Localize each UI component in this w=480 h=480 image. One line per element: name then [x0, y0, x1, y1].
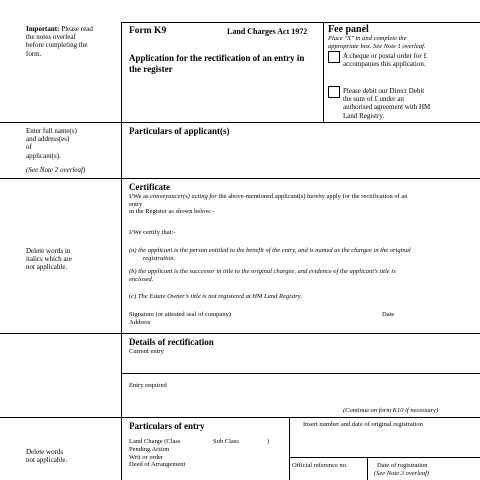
rule-entry-required: [121, 373, 480, 374]
cheque-checkbox[interactable]: [328, 51, 340, 63]
date-label: Date: [382, 311, 395, 318]
important-label: Important:: [26, 25, 60, 33]
act-name: Land Charges Act 1972: [227, 27, 308, 36]
entry-type: Pending Action: [129, 446, 170, 453]
sub-class-label: Sub Class: [213, 438, 239, 445]
delete-line: italics which are: [26, 255, 72, 264]
clause-line: registration.: [143, 254, 176, 262]
fee-panel-divider: [323, 22, 324, 122]
rectification-heading: Details of rectification: [129, 337, 214, 347]
instruction-line: and address(es): [26, 135, 70, 144]
delete-line: not applicable.: [26, 263, 68, 272]
note-line: Place "X" in and complete the: [328, 35, 407, 42]
rule-certificate: [0, 178, 480, 179]
entry-required-label: Entry required: [129, 382, 167, 389]
reg-table-rule: [289, 457, 480, 458]
entry-type: Writ or order: [129, 453, 164, 461]
certificate-intro: [129, 193, 477, 216]
top-rule: [121, 22, 480, 23]
important-line: before completing the: [26, 41, 88, 50]
instruction-line: applicant(s).: [26, 151, 61, 160]
intro-text: the above-mentioned applicant(s) hereby apply for the rectification of an: [216, 193, 408, 200]
debit-line: Please debit our Direct Debit: [343, 87, 425, 95]
applicant-field[interactable]: [128, 139, 476, 175]
applicant-heading: Particulars of applicant(s): [129, 126, 230, 136]
important-text: Please read: [59, 25, 93, 33]
cheque-option: [343, 52, 479, 68]
note-line: appropriate box. See Note 1 overleaf.: [328, 42, 426, 50]
delete-italics-note: [26, 247, 118, 272]
instruction-line: of: [26, 143, 32, 152]
registration-field[interactable]: [291, 431, 478, 455]
debit-line: Land Registry.: [343, 111, 385, 120]
instruction-line: Enter full name(s): [26, 127, 77, 135]
important-line: form.: [26, 49, 42, 58]
intro-text: I/We as: [129, 193, 151, 200]
certify-line: I/We certify that:-: [129, 229, 176, 236]
certificate-heading: Certificate: [129, 182, 170, 192]
applicant-instructions: [26, 127, 118, 160]
entry-required-field[interactable]: [128, 390, 476, 406]
clause-line: enclosed.: [129, 275, 154, 283]
clause-c-text: The Estate Owner’s title is not registered at HM Land Registry.: [137, 293, 302, 300]
official-reference-label: Official reference no.: [292, 462, 348, 469]
title-line: Application for the rectification of an entry in: [129, 53, 305, 63]
entry-type-list: [129, 446, 185, 469]
important-line: the notes overleaf: [26, 33, 76, 42]
fee-panel-title: Fee panel: [328, 24, 369, 35]
insert-registration-note: Insert number and date of original registration: [303, 421, 423, 428]
delete-line: not applicable.: [26, 456, 68, 465]
land-charge-label: Land Charge (Class: [129, 438, 181, 445]
current-entry-field[interactable]: [128, 356, 476, 372]
signature-label: Signature (or attested seal of company): [129, 311, 231, 318]
column-divider: [121, 22, 122, 480]
intro-italic: conveyancer(s) acting for: [150, 193, 217, 200]
applicant-see-note: (See Note 2 overleaf): [26, 166, 86, 174]
delete-line: Delete words: [26, 448, 64, 456]
see-note-3: (See Note 3 overleaf): [374, 470, 430, 477]
cheque-line: A cheque or postal order for £: [343, 52, 427, 60]
rule-particulars: [0, 417, 480, 418]
reg-table-divider: [367, 457, 368, 480]
direct-debit-checkbox[interactable]: [328, 86, 340, 98]
current-entry-label: Current entry: [129, 348, 164, 355]
entry-type: Deed of Arrangement: [129, 461, 186, 469]
close-paren: ): [267, 438, 270, 445]
clause-line: (b) the applicant is the successor in title to the original chargee, and evidence of the applicant’s title is: [129, 268, 396, 275]
form-number: Form K9: [129, 26, 167, 36]
important-note: [26, 25, 118, 58]
debit-line: the sum of £ under an: [343, 95, 404, 104]
rule-applicant: [0, 122, 480, 123]
fee-panel-note: [328, 35, 478, 50]
continue-note: (Continue on form K10 if necessary): [343, 407, 439, 414]
debit-line: authorised agreement with HM: [343, 103, 431, 112]
date-of-registration-label: Date of registration: [377, 462, 428, 469]
particulars-divider: [289, 417, 290, 480]
form-title: [129, 53, 321, 74]
intro-line: entry: [129, 200, 143, 208]
title-line: the register: [129, 63, 173, 74]
direct-debit-option: [343, 87, 479, 120]
address-label: Address: [129, 319, 151, 326]
particulars-heading: Particulars of entry: [129, 421, 205, 431]
clause-a: [129, 247, 477, 262]
rule-rectification: [0, 333, 480, 334]
clause-b: [129, 268, 477, 283]
delete-words-note: [26, 448, 118, 464]
clause-line: (a) the applicant is the person entitled to the benefit of the entry, and is named as the chargee in the original: [129, 247, 411, 254]
cheque-line: accompanies this application.: [343, 60, 426, 69]
delete-line: Delete words in: [26, 247, 71, 255]
clause-c-label: (c): [129, 293, 138, 300]
intro-line: in the Register as shown below:-: [129, 208, 215, 216]
clause-c: [129, 293, 477, 301]
